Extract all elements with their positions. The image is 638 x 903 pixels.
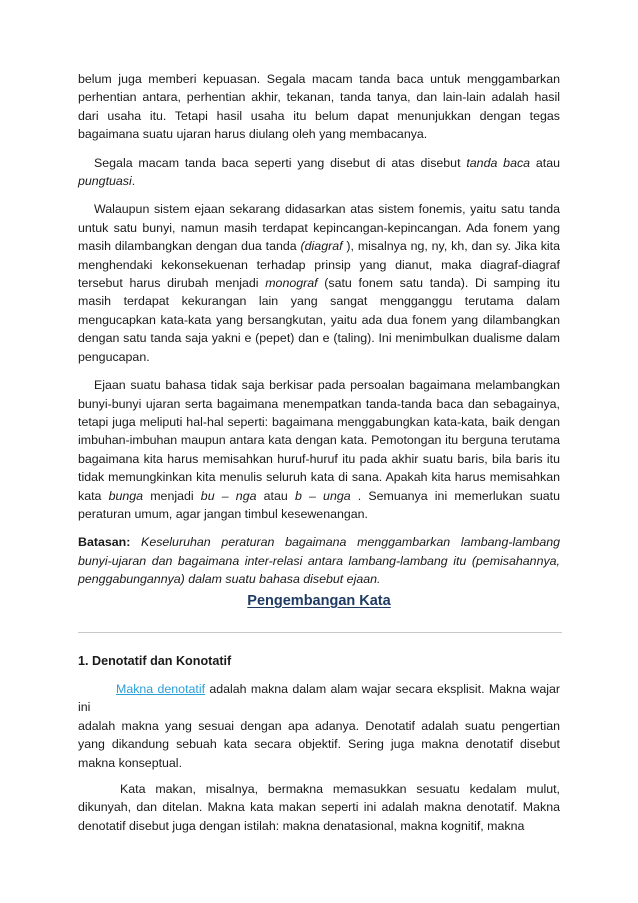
text-run: Kata makan, misalnya, bermakna memasukkan sesuatu kedalam mulut, dikunyah, dan ditelan. Makna kata makan seperti ini adalah makna denotatif. Makna denotatif disebut juga dengan istilah: makna denatasional, makna kognitif, makna — [78, 782, 560, 833]
italic-term: b – unga — [294, 488, 351, 503]
batasan-definition: Keseluruhan peraturan bagaimana menggambarkan lambang-lambang bunyi-ujaran dan bagaimana inter-relasi antara lambang-lambang itu (pemisahannya, penggabungannya) dalam suatu bahasa disebut ejaan. — [78, 535, 560, 587]
text-run: Walaupun sistem ejaan sekarang didasarkan atas sistem fonemis, yaitu satu tanda untuk satu bunyi, namun masih terdapat kepincangan-kepincangan. Ada fonem yang masih dilambangkan dengan dua tanda — [78, 202, 560, 254]
text-run: Ejaan suatu bahasa tidak saja berkisar pada persoalan bagaimana melambangkan bunyi-bunyi ujaran serta bagaimana menempatkan tanda-tanda baca dan sebagainya, tetapi juga meliputi hal-hal seperti: bagaimana menggabungkan kata-kata, baik dengan imbuhan-imbuhan maupun antara kata dengan kata. Pemotongan itu berguna terutama bagaimana kita harus memisahkan huruf-huruf itu pada akhir suatu baris, bila baris itu tidak memungkinkan kita menulis seluruh kata di sana. Apakah kita harus memisahkan kata — [78, 378, 560, 503]
makna-denotatif-link[interactable]: Makna denotatif — [116, 682, 206, 696]
text-run: (satu fonem satu tanda). Di samping itu masih terdapat kekurangan lain yang sangat mengganggu terutama dalam mengucapkan kata-kata yang bersangkutan, yaitu ada dua fonem yang dilambangkan dengan satu tanda saja yakni e (pepet) dan e (taling). Ini menimbulkan dualisme dalam pengucapan. — [78, 276, 560, 364]
paragraph-tanda-baca — [78, 154, 560, 191]
italic-term: bu – nga — [200, 488, 257, 503]
text-run: . Semuanya ini memerlukan suatu peraturan umum, agar jangan timbul kesewenangan. — [78, 488, 561, 521]
section-heading-container — [78, 592, 560, 610]
paragraph-kata-makan — [78, 780, 560, 835]
paragraph-makna-denotatif — [78, 680, 560, 772]
paragraph-sistem-ejaan — [78, 200, 560, 366]
italic-term: (diagraf — [300, 239, 343, 254]
paragraph-ejaan-bahasa — [78, 376, 560, 523]
horizontal-divider — [78, 632, 562, 633]
batasan-label: Batasan: — [78, 535, 131, 550]
italic-term: pungtuasi — [78, 174, 132, 189]
text-run: atau — [256, 488, 295, 503]
italic-term: monograf — [265, 276, 318, 291]
text-run: . — [131, 174, 136, 189]
paragraph-batasan — [78, 533, 560, 588]
section-heading: Pengembangan Kata — [247, 593, 391, 609]
italic-term: tanda baca — [466, 155, 531, 170]
text-run: adalah makna dalam alam wajar secara eksplisit. Makna wajar ini — [78, 682, 560, 715]
paragraph-ejaan-intro: belum juga memberi kepuasan. Segala macam tanda baca untuk menggambarkan perhentian antara, perhentian akhir, tekanan, tanda tanya, dan lain-lain adalah hasil dari usaha itu. Tetapi hasil usaha itu belum dapat menunjukkan dengan tegas bagaimana suatu ujaran harus diulang oleh yang membacanya. — [78, 72, 560, 142]
body-text — [78, 70, 560, 589]
text-run: Segala macam tanda baca seperti yang disebut di atas disebut — [94, 155, 467, 170]
text-run: atau — [530, 155, 560, 170]
text-run: ), misalnya ng, ny, kh, dan sy. Jika kita menghendaki kekonsekuenan terhadap prinsip yang dianut, maka diagraf-diagraf tersebut harus dirubah menjadi — [78, 239, 560, 291]
text-run: menjadi — [143, 488, 201, 503]
text-run: adalah makna yang sesuai dengan apa adanya. Denotatif adalah suatu pengertian yang dikandung sebuah kata secara objektif. Sering juga makna denotatif disebut makna konseptual. — [78, 718, 560, 770]
subsection-title: 1. Denotatif dan Konotatif — [78, 654, 232, 668]
section-denotatif — [78, 652, 560, 835]
italic-term: bunga — [108, 488, 144, 503]
